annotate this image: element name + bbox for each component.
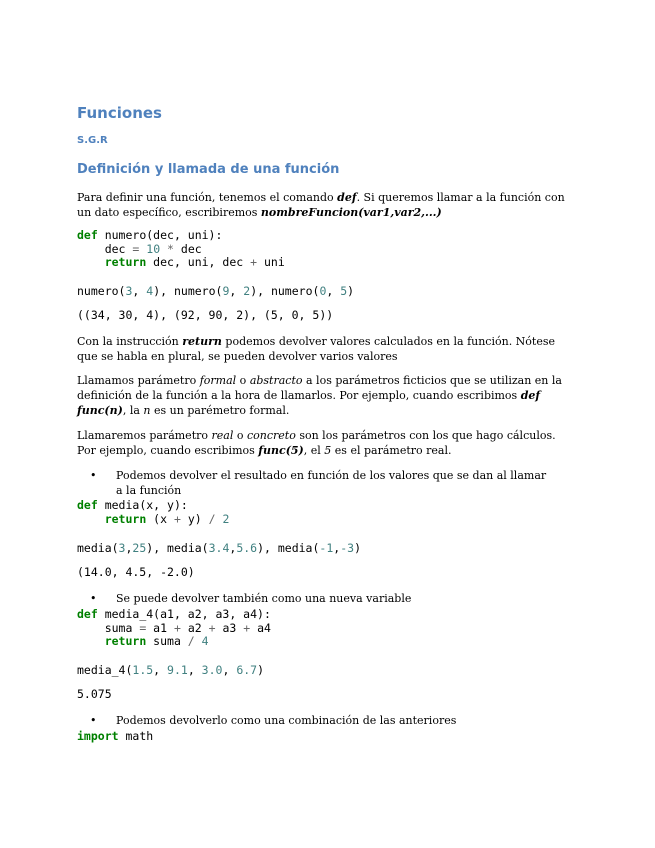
code-call-media4: media_4(1.5, 9.1, 3.0, 6.7) — [77, 663, 265, 677]
bullet-item-resultado: Podemos devolver el resultado en función de los valores que se dan al llamar a la función — [116, 469, 547, 497]
bullet-item-combinacion: Podemos devolverlo como una combinación de las anteriores — [116, 714, 457, 727]
bullet-marker: • — [90, 592, 97, 605]
page-title: Funciones — [77, 104, 162, 122]
bullet-item-variable: Se puede devolver también como una nueva variable — [116, 592, 412, 605]
code-output-media4: 5.075 — [77, 687, 112, 701]
bullet-marker: • — [90, 469, 97, 482]
code-call-media: media(3,25), media(3.4,5.6), media(-1,-3) — [77, 541, 361, 555]
code-block-media4: def media_4(a1, a2, a3, a4): suma = a1 + a2 + a3 + a4 return suma / 4 — [77, 607, 271, 648]
code-output-media: (14.0, 4.5, -2.0) — [77, 565, 195, 579]
author-subtitle: S.G.R — [77, 135, 108, 146]
code-output-numero: ((34, 30, 4), (92, 90, 2), (5, 0, 5)) — [77, 308, 334, 322]
paragraph-return: Con la instrucción return podemos devolver valores calculados en la función. Nótese que se habla en plural, se pueden devolver varios valores — [77, 335, 556, 363]
code-import: import math — [77, 729, 154, 743]
code-block-media: def media(x, y): return (x + y) / 2 — [77, 498, 230, 526]
paragraph-def: Para definir una función, tenemos el comando def. Si queremos llamar a la función con un dato específico, escribiremos nombreFuncion(var1,var2,...) — [77, 191, 565, 219]
section-heading: Definición y llamada de una función — [77, 162, 340, 177]
paragraph-real: Llamaremos parámetro real o concreto son los parámetros con los que hago cálculos. Por ejemplo, cuando escribimos func(5), el 5 es el parámetro real. — [77, 429, 556, 457]
bullet-marker: • — [90, 714, 97, 727]
code-call-numero: numero(3, 4), numero(9, 2), numero(0, 5) — [77, 284, 355, 298]
code-block-numero: def numero(dec, uni): dec = 10 * dec return dec, uni, dec + uni — [77, 228, 285, 269]
paragraph-formal: Llamamos parámetro formal o abstracto a los parámetros ficticios que se utilizan en la definición de la función a la hora de llamarlos. Por ejemplo, cuando escribimos def func(n), la n es un parémetro formal. — [77, 374, 562, 417]
